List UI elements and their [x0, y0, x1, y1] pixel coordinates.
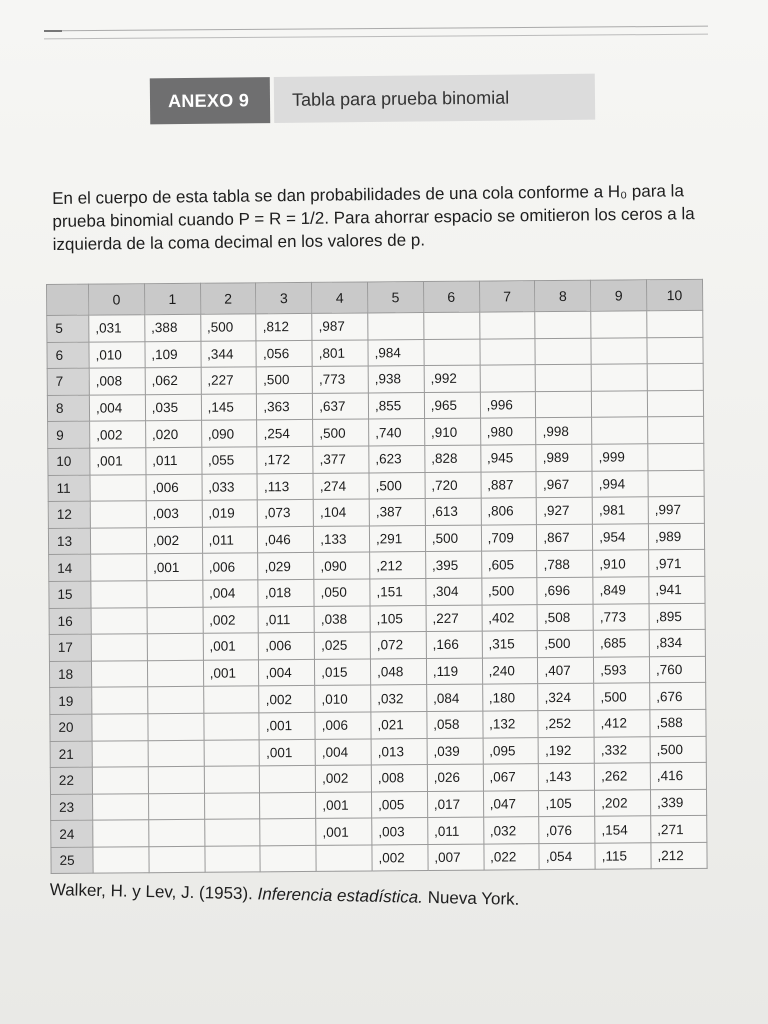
probability-cell: ,113	[257, 473, 313, 500]
probability-cell	[260, 765, 316, 792]
probability-cell	[591, 364, 647, 391]
probability-cell: ,002	[372, 844, 428, 871]
probability-cell	[480, 338, 536, 365]
probability-cell: ,994	[592, 470, 648, 497]
row-header-n: 13	[48, 528, 90, 555]
probability-cell: ,984	[368, 339, 424, 366]
annex-title: Tabla para prueba binomial	[274, 74, 595, 123]
probability-cell: ,388	[145, 314, 201, 341]
probability-cell: ,001	[259, 739, 315, 766]
binomial-table	[46, 279, 707, 875]
probability-cell: ,996	[480, 391, 536, 418]
probability-cell: ,593	[594, 656, 650, 683]
probability-cell: ,254	[257, 420, 313, 447]
probability-cell: ,006	[259, 633, 315, 660]
top-rule-secondary	[44, 34, 708, 40]
probability-cell	[647, 337, 703, 364]
probability-cell	[260, 792, 316, 819]
probability-cell: ,998	[536, 418, 592, 445]
table-row	[51, 842, 707, 874]
probability-cell: ,010	[89, 341, 145, 368]
probability-cell: ,001	[316, 792, 372, 819]
row-header-n: 21	[50, 741, 92, 768]
probability-cell	[92, 740, 148, 767]
probability-cell	[91, 634, 147, 661]
row-header-n: 14	[49, 555, 91, 582]
probability-cell	[147, 580, 203, 607]
column-header: 0	[89, 284, 145, 315]
probability-cell: ,760	[649, 656, 705, 683]
row-header-n: 24	[51, 820, 93, 847]
probability-cell	[91, 581, 147, 608]
intro-paragraph: En el cuerpo de esta tabla se dan probabilidades de una cola conforme a H₀ para la prueba binomial cuando P = R = 1/2. Para ahorrar espacio se omitieron los ceros a la izquierda de la coma decimal en los valores de p.	[52, 181, 695, 254]
row-header-n: 7	[47, 368, 89, 395]
probability-cell: ,018	[258, 579, 314, 606]
probability-cell: ,038	[314, 605, 370, 632]
probability-cell: ,031	[89, 315, 145, 342]
probability-cell: ,003	[146, 500, 202, 527]
probability-cell: ,011	[258, 606, 314, 633]
probability-cell	[205, 846, 261, 873]
probability-cell	[536, 391, 592, 418]
probability-cell: ,773	[312, 366, 368, 393]
probability-cell: ,274	[313, 473, 369, 500]
probability-cell: ,029	[258, 553, 314, 580]
probability-cell: ,172	[257, 446, 313, 473]
probability-cell: ,981	[592, 497, 648, 524]
row-header-n: 10	[48, 448, 90, 475]
probability-cell: ,011	[146, 447, 202, 474]
probability-cell: ,090	[314, 552, 370, 579]
probability-cell: ,050	[314, 579, 370, 606]
probability-cell: ,500	[594, 683, 650, 710]
probability-cell: ,339	[650, 789, 706, 816]
annex-tag: ANEXO 9	[150, 77, 270, 124]
probability-cell	[536, 364, 592, 391]
probability-cell: ,004	[259, 659, 315, 686]
probability-cell: ,001	[259, 712, 315, 739]
probability-cell: ,402	[482, 604, 538, 631]
citation-title: Inferencia estadística.	[257, 884, 424, 907]
probability-cell: ,025	[314, 632, 370, 659]
probability-cell: ,151	[370, 578, 426, 605]
probability-cell: ,291	[369, 525, 425, 552]
probability-cell: ,010	[315, 685, 371, 712]
probability-cell: ,001	[203, 633, 259, 660]
probability-cell: ,252	[538, 710, 594, 737]
probability-cell: ,004	[202, 580, 258, 607]
binomial-table-wrap	[46, 279, 707, 875]
probability-cell	[148, 793, 204, 820]
probability-cell	[647, 364, 703, 391]
probability-cell: ,849	[593, 577, 649, 604]
probability-cell: ,927	[537, 497, 593, 524]
probability-cell: ,048	[370, 658, 426, 685]
probability-cell: ,941	[649, 576, 705, 603]
probability-cell: ,999	[592, 444, 648, 471]
probability-cell	[592, 391, 648, 418]
probability-cell	[480, 365, 536, 392]
row-header-n: 22	[50, 767, 92, 794]
probability-cell: ,685	[593, 630, 649, 657]
probability-cell: ,696	[537, 577, 593, 604]
column-header: 3	[256, 282, 312, 313]
probability-cell: ,989	[648, 523, 704, 550]
probability-cell: ,105	[370, 605, 426, 632]
probability-cell: ,262	[594, 763, 650, 790]
probability-cell: ,132	[482, 711, 538, 738]
probability-cell: ,407	[538, 657, 594, 684]
probability-cell: ,740	[369, 419, 425, 446]
probability-cell: ,676	[650, 683, 706, 710]
probability-cell: ,002	[90, 421, 146, 448]
probability-cell: ,020	[145, 421, 201, 448]
probability-cell	[147, 660, 203, 687]
probability-cell: ,145	[201, 394, 257, 421]
probability-cell: ,021	[371, 711, 427, 738]
column-header: 10	[646, 279, 702, 310]
probability-cell: ,001	[146, 554, 202, 581]
probability-cell: ,508	[537, 604, 593, 631]
probability-cell: ,054	[539, 843, 595, 870]
probability-cell: ,500	[369, 472, 425, 499]
probability-cell: ,992	[424, 365, 480, 392]
probability-cell: ,271	[651, 816, 707, 843]
probability-cell: ,006	[315, 712, 371, 739]
row-header-n: 12	[48, 501, 90, 528]
probability-cell: ,987	[312, 313, 368, 340]
probability-cell: ,001	[316, 818, 372, 845]
probability-cell	[148, 766, 204, 793]
probability-cell: ,855	[368, 392, 424, 419]
probability-cell: ,812	[256, 313, 312, 340]
table-body	[47, 310, 707, 874]
probability-cell: ,332	[594, 736, 650, 763]
probability-cell: ,055	[201, 447, 257, 474]
probability-cell: ,997	[648, 496, 704, 523]
probability-cell: ,011	[427, 817, 483, 844]
probability-cell: ,001	[203, 660, 259, 687]
probability-cell: ,017	[427, 791, 483, 818]
probability-cell: ,039	[427, 738, 483, 765]
probability-cell: ,227	[426, 605, 482, 632]
probability-cell	[424, 312, 480, 339]
probability-cell: ,002	[315, 765, 371, 792]
probability-cell: ,954	[593, 524, 649, 551]
probability-cell: ,980	[480, 418, 536, 445]
probability-cell	[91, 554, 147, 581]
probability-cell: ,945	[480, 445, 536, 472]
probability-cell	[147, 607, 203, 634]
probability-cell: ,026	[427, 764, 483, 791]
table-header-row	[47, 279, 703, 315]
probability-cell: ,002	[146, 527, 202, 554]
probability-cell: ,154	[595, 816, 651, 843]
probability-cell: ,500	[538, 630, 594, 657]
probability-cell	[535, 338, 591, 365]
corner-cell	[47, 284, 89, 315]
probability-cell	[148, 740, 204, 767]
row-header-n: 20	[50, 714, 92, 741]
probability-cell: ,965	[424, 392, 480, 419]
probability-cell	[260, 845, 316, 872]
probability-cell: ,072	[370, 632, 426, 659]
probability-cell	[147, 633, 203, 660]
probability-cell	[93, 820, 149, 847]
row-header-n: 11	[48, 475, 90, 502]
probability-cell	[260, 819, 316, 846]
row-header-n: 15	[49, 581, 91, 608]
probability-cell	[368, 313, 424, 340]
probability-cell: ,109	[145, 341, 201, 368]
probability-cell: ,047	[483, 790, 539, 817]
probability-cell: ,001	[90, 448, 146, 475]
probability-cell: ,801	[312, 340, 368, 367]
probability-cell: ,588	[650, 709, 706, 736]
probability-cell	[204, 793, 260, 820]
corner-mark	[44, 30, 62, 32]
column-header: 7	[479, 281, 535, 312]
probability-cell: ,720	[425, 472, 481, 499]
probability-cell: ,623	[369, 446, 425, 473]
probability-cell: ,022	[483, 844, 539, 871]
probability-cell	[316, 845, 372, 872]
probability-cell	[591, 337, 647, 364]
probability-cell: ,032	[483, 817, 539, 844]
probability-cell: ,363	[257, 393, 313, 420]
probability-cell: ,910	[593, 550, 649, 577]
probability-cell: ,500	[200, 314, 256, 341]
probability-cell	[203, 713, 259, 740]
row-header-n: 16	[49, 608, 91, 635]
citation-authors: Walker, H. y Lev, J. (1953).	[49, 880, 254, 904]
probability-cell: ,202	[595, 789, 651, 816]
row-header-n: 6	[47, 342, 89, 369]
row-header-n: 23	[51, 794, 93, 821]
probability-cell	[424, 339, 480, 366]
probability-cell: ,315	[482, 631, 538, 658]
citation-place: Nueva York.	[427, 887, 520, 909]
probability-cell: ,104	[313, 499, 369, 526]
column-header: 1	[144, 283, 200, 314]
probability-cell	[647, 310, 703, 337]
probability-cell: ,500	[425, 525, 481, 552]
probability-cell: ,143	[539, 763, 595, 790]
probability-cell: ,115	[595, 843, 651, 870]
probability-cell: ,895	[649, 603, 705, 630]
probability-cell	[148, 713, 204, 740]
probability-cell: ,967	[536, 471, 592, 498]
probability-cell: ,002	[203, 606, 259, 633]
probability-cell: ,613	[425, 498, 481, 525]
row-header-n: 18	[49, 661, 91, 688]
probability-cell: ,133	[314, 526, 370, 553]
probability-cell: ,008	[89, 368, 145, 395]
probability-cell: ,166	[426, 631, 482, 658]
probability-cell	[479, 312, 535, 339]
probability-cell	[648, 470, 704, 497]
probability-cell: ,938	[368, 366, 424, 393]
probability-cell: ,605	[481, 551, 537, 578]
probability-cell	[591, 311, 647, 338]
row-header-n: 25	[51, 847, 93, 874]
probability-cell	[90, 501, 146, 528]
probability-cell: ,240	[482, 657, 538, 684]
column-header: 5	[367, 282, 423, 313]
row-header-n: 8	[47, 395, 89, 422]
probability-cell: ,105	[539, 790, 595, 817]
probability-cell: ,180	[482, 684, 538, 711]
probability-cell: ,344	[201, 340, 257, 367]
probability-cell	[647, 390, 703, 417]
probability-cell: ,412	[594, 710, 650, 737]
probability-cell	[92, 687, 148, 714]
probability-cell: ,709	[481, 524, 537, 551]
probability-cell: ,212	[651, 842, 707, 869]
probability-cell: ,806	[481, 498, 537, 525]
probability-cell: ,006	[146, 474, 202, 501]
probability-cell	[149, 820, 205, 847]
probability-cell: ,007	[428, 844, 484, 871]
probability-cell: ,212	[370, 552, 426, 579]
probability-cell: ,035	[145, 394, 201, 421]
probability-cell: ,005	[371, 791, 427, 818]
row-header-n: 5	[47, 315, 89, 342]
probability-cell: ,067	[483, 764, 539, 791]
probability-cell: ,011	[202, 527, 258, 554]
probability-cell: ,004	[315, 738, 371, 765]
probability-cell: ,395	[425, 551, 481, 578]
probability-cell: ,008	[371, 765, 427, 792]
probability-cell	[92, 714, 148, 741]
probability-cell	[92, 767, 148, 794]
probability-cell: ,989	[536, 444, 592, 471]
probability-cell: ,003	[372, 818, 428, 845]
probability-cell	[648, 417, 704, 444]
probability-cell	[90, 474, 146, 501]
probability-cell: ,500	[481, 578, 537, 605]
probability-cell: ,304	[426, 578, 482, 605]
column-header: 8	[535, 280, 591, 311]
citation	[50, 880, 690, 913]
probability-cell	[204, 819, 260, 846]
probability-cell: ,056	[256, 340, 312, 367]
probability-cell: ,004	[89, 395, 145, 422]
probability-cell: ,192	[538, 737, 594, 764]
probability-cell: ,637	[313, 393, 369, 420]
probability-cell: ,062	[145, 367, 201, 394]
probability-cell	[93, 847, 149, 874]
probability-cell: ,416	[650, 762, 706, 789]
probability-cell: ,033	[202, 473, 258, 500]
probability-cell: ,046	[258, 526, 314, 553]
column-header: 2	[200, 283, 256, 314]
probability-cell: ,828	[425, 445, 481, 472]
probability-cell	[203, 686, 259, 713]
probability-cell	[149, 846, 205, 873]
probability-cell	[592, 417, 648, 444]
probability-cell: ,084	[426, 684, 482, 711]
probability-cell	[93, 793, 149, 820]
column-header: 6	[423, 281, 479, 312]
probability-cell: ,971	[649, 550, 705, 577]
probability-cell: ,119	[426, 658, 482, 685]
probability-cell: ,377	[313, 446, 369, 473]
probability-cell: ,788	[537, 551, 593, 578]
probability-cell: ,095	[483, 737, 539, 764]
annex-heading	[150, 74, 595, 125]
probability-cell: ,910	[424, 418, 480, 445]
probability-cell: ,500	[313, 419, 369, 446]
column-header: 4	[312, 282, 368, 313]
probability-cell	[91, 607, 147, 634]
probability-cell: ,073	[258, 500, 314, 527]
row-header-n: 19	[50, 687, 92, 714]
probability-cell: ,500	[257, 367, 313, 394]
probability-cell	[90, 527, 146, 554]
probability-cell: ,076	[539, 816, 595, 843]
probability-cell: ,500	[650, 736, 706, 763]
probability-cell: ,058	[427, 711, 483, 738]
top-rule	[44, 26, 708, 32]
probability-cell: ,002	[259, 686, 315, 713]
probability-cell: ,090	[201, 420, 257, 447]
probability-cell: ,032	[371, 685, 427, 712]
probability-cell	[204, 739, 260, 766]
probability-cell	[204, 766, 260, 793]
probability-cell: ,324	[538, 684, 594, 711]
probability-cell: ,887	[481, 471, 537, 498]
row-header-n: 9	[48, 422, 90, 449]
column-header: 9	[591, 280, 647, 311]
probability-cell	[648, 443, 704, 470]
probability-cell: ,867	[537, 524, 593, 551]
probability-cell: ,013	[371, 738, 427, 765]
probability-cell: ,006	[202, 553, 258, 580]
probability-cell: ,227	[201, 367, 257, 394]
probability-cell	[535, 311, 591, 338]
probability-cell: ,019	[202, 500, 258, 527]
probability-cell: ,834	[649, 629, 705, 656]
probability-cell: ,773	[593, 603, 649, 630]
probability-cell	[147, 687, 203, 714]
row-header-n: 17	[49, 634, 91, 661]
probability-cell	[91, 660, 147, 687]
probability-cell: ,015	[315, 659, 371, 686]
probability-cell: ,387	[369, 499, 425, 526]
